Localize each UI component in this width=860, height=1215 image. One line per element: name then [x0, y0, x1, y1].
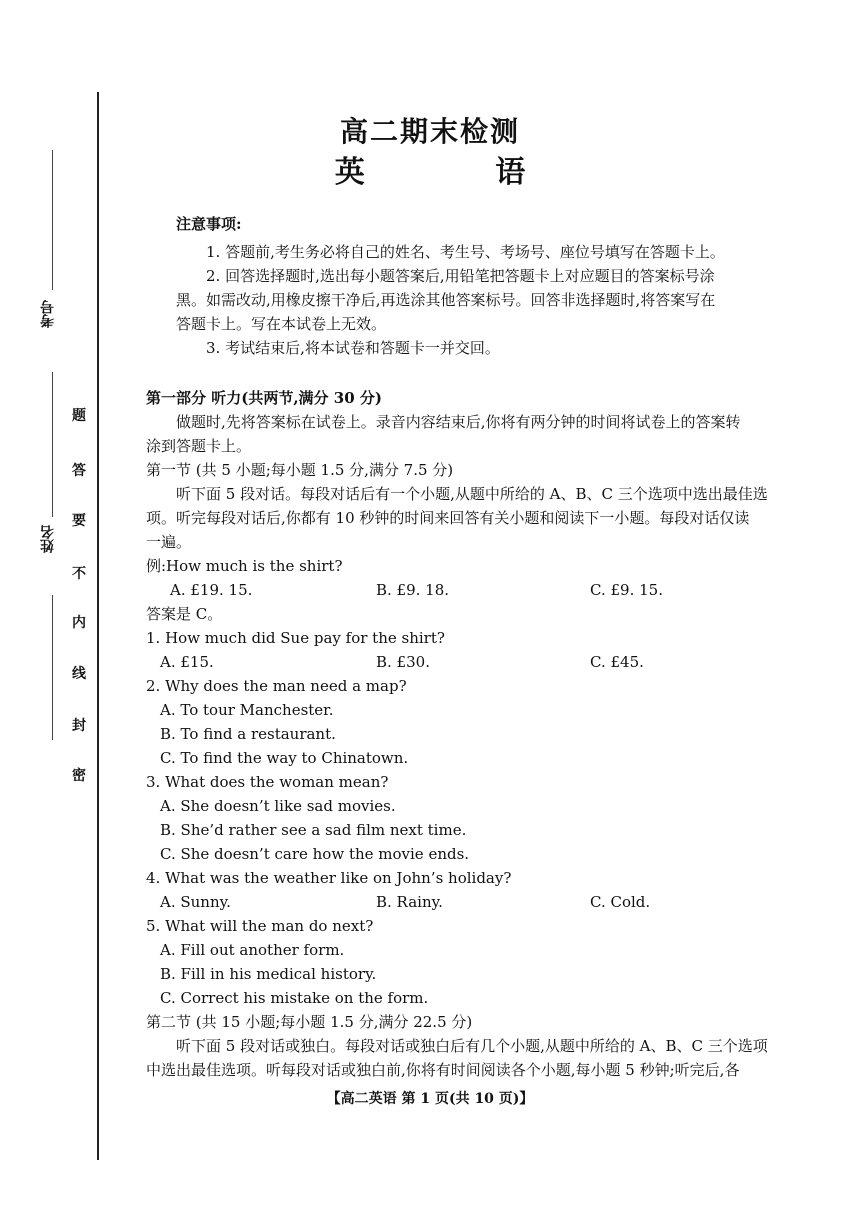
option: B. Rainy. — [376, 893, 443, 911]
example-answer: 答案是 C。 — [146, 605, 223, 623]
option: A. Sunny. — [160, 893, 231, 911]
section1-instructions: 项。听完每段对话后,你都有 10 秒钟的时间来回答有关小题和阅读下一小题。每段对话仅读 — [146, 509, 750, 527]
question: 3. What does the woman mean? — [146, 773, 389, 791]
section1-heading: 第一节 (共 5 小题;每小题 1.5 分,满分 7.5 分) — [146, 461, 454, 479]
option: C. £45. — [590, 653, 644, 671]
seal-char: 不 — [72, 566, 86, 582]
option: C. She doesn’t care how the movie ends. — [160, 845, 470, 863]
seal-char: 密 — [72, 768, 86, 784]
section2-instructions: 听下面 5 段对话或独白。每段对话或独白后有几个小题,从题中所给的 A、B、C 三个选项 — [176, 1037, 768, 1055]
question: 4. What was the weather like on John’s holiday? — [146, 869, 512, 887]
example-option: A. £19. 15. — [170, 581, 253, 599]
part1-intro: 做题时,先将答案标在试卷上。录音内容结束后,你将有两分钟的时间将试卷上的答案转 — [176, 413, 741, 431]
section1-instructions: 听下面 5 段对话。每段对话后有一个小题,从题中所给的 A、B、C 三个选项中选出最佳选 — [176, 485, 768, 503]
option: C. To find the way to Chinatown. — [160, 749, 409, 767]
seal-char: 内 — [72, 615, 86, 631]
notice-heading: 注意事项: — [176, 215, 242, 233]
option: A. To tour Manchester. — [160, 701, 334, 719]
exam-title: 高二期末检测 — [339, 115, 520, 148]
option: B. To find a restaurant. — [160, 725, 336, 743]
notice-line: 1. 答题前,考生务必将自己的姓名、考生号、考场号、座位号填写在答题卡上。 — [206, 243, 725, 261]
option: B. £30. — [376, 653, 430, 671]
example-question: 例:How much is the shirt? — [146, 557, 343, 575]
name-blank — [52, 372, 53, 517]
option: B. She’d rather see a sad film next time. — [160, 821, 467, 839]
example-option: B. £9. 18. — [376, 581, 450, 599]
question: 2. Why does the man need a map? — [146, 677, 407, 695]
question: 1. How much did Sue pay for the shirt? — [146, 629, 445, 647]
section1-instructions: 一遍。 — [146, 533, 192, 551]
option: C. Correct his mistake on the form. — [160, 989, 429, 1007]
option: B. Fill in his medical history. — [160, 965, 377, 983]
seal-char: 答 — [72, 463, 86, 479]
question: 5. What will the man do next? — [146, 917, 374, 935]
notice-line: 黑。如需改动,用橡皮擦干净后,再选涂其他答案标号。回答非选择题时,将答案写在 — [176, 291, 716, 309]
extra-blank — [52, 595, 53, 740]
section2-instructions: 中选出最佳选项。听每段对话或独白前,你将有时间阅读各个小题,每小题 5 秒钟;听完后,各 — [146, 1061, 740, 1079]
seal-char: 线 — [72, 666, 86, 682]
option: A. She doesn’t like sad movies. — [160, 797, 396, 815]
option: A. Fill out another form. — [160, 941, 345, 959]
binding-line — [97, 92, 99, 1160]
subject-title: 英 语 — [334, 155, 586, 190]
seal-char: 封 — [72, 718, 86, 734]
notice-line: 2. 回答选择题时,选出每小题答案后,用铅笔把答题卡上对应题目的答案标号涂 — [206, 267, 715, 285]
notice-line: 答题卡上。写在本试卷上无效。 — [176, 315, 387, 333]
seal-char: 题 — [72, 408, 86, 424]
part1-intro: 涂到答题卡上。 — [146, 437, 252, 455]
name-label: 姓名 — [40, 525, 56, 553]
option: C. Cold. — [590, 893, 651, 911]
part1-heading: 第一部分 听力(共两节,满分 30 分) — [146, 389, 382, 407]
seal-char: 要 — [72, 513, 86, 529]
section2-heading: 第二节 (共 15 小题;每小题 1.5 分,满分 22.5 分) — [146, 1013, 473, 1031]
example-option: C. £9. 15. — [590, 581, 663, 599]
notice-line: 3. 考试结束后,将本试卷和答题卡一并交回。 — [206, 339, 500, 357]
option: A. £15. — [160, 653, 214, 671]
exam-number-label: 考号 — [40, 300, 56, 328]
page-footer: 【高二英语 第 1 页(共 10 页)】 — [326, 1091, 534, 1107]
